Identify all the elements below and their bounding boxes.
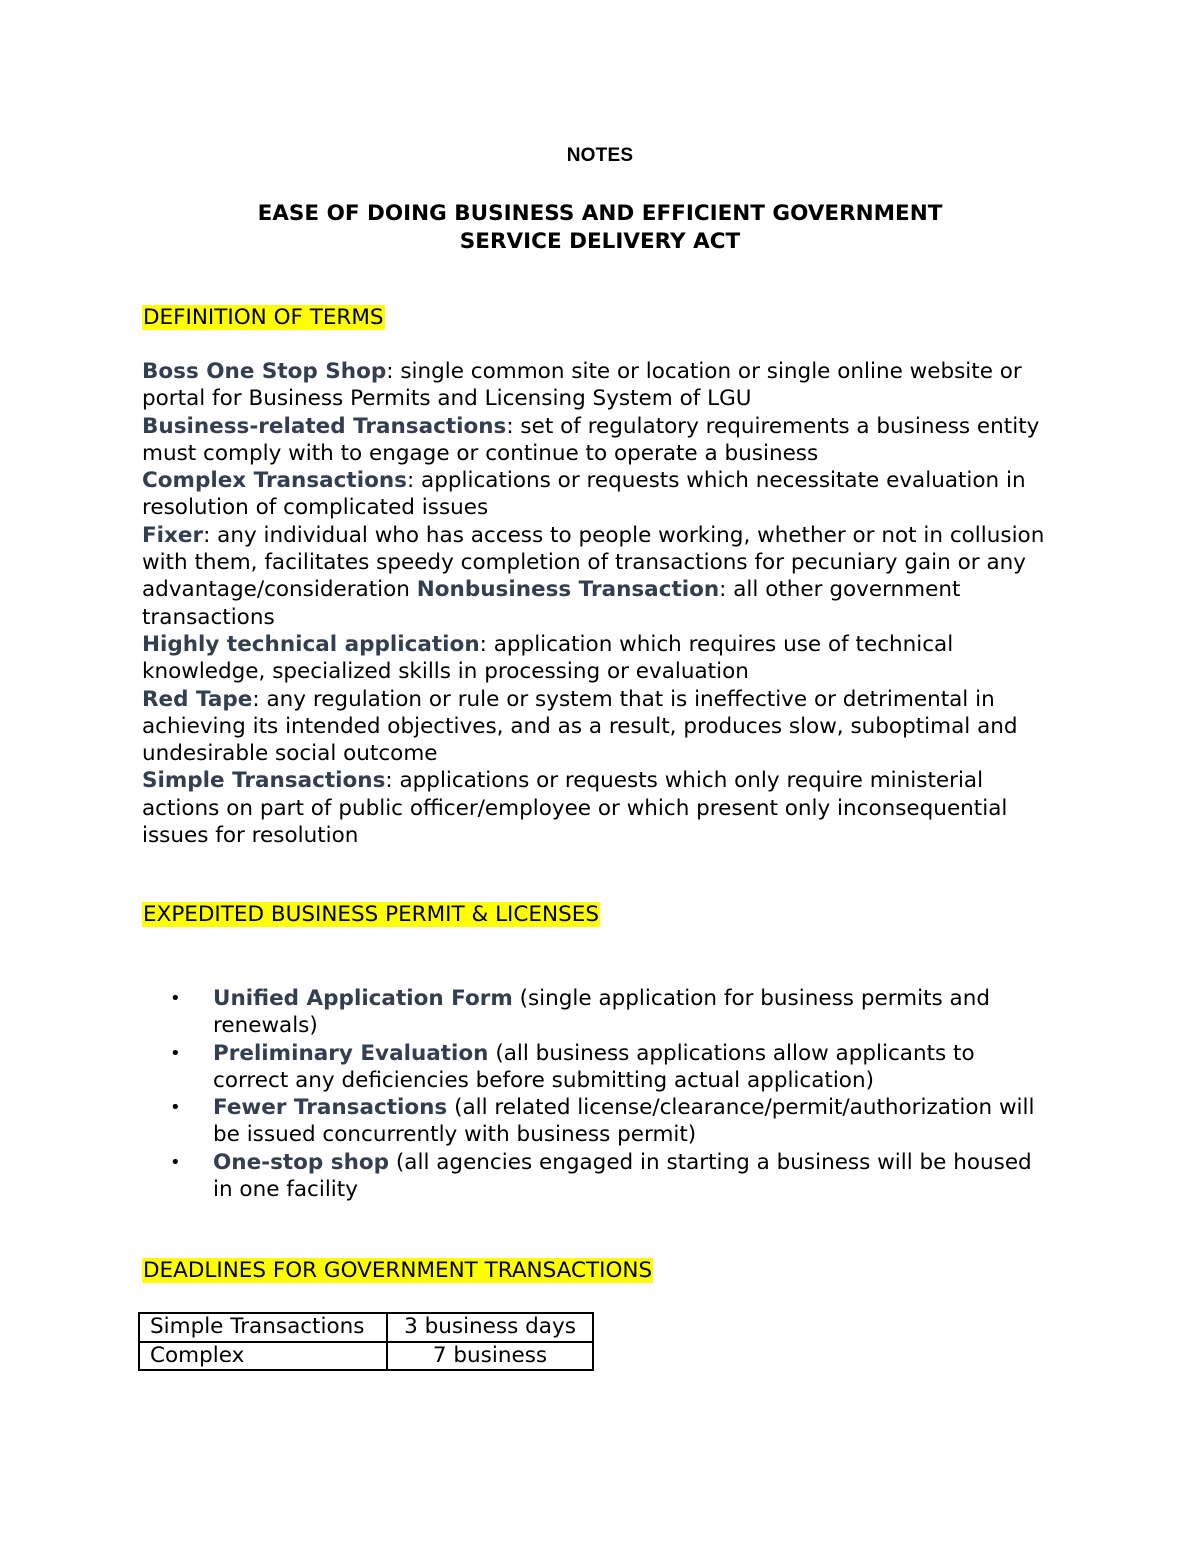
definition-text: : set of regulatory requirements a business entity must comply with to engage or continue to operate a business bbox=[142, 413, 1040, 466]
definitions-heading bbox=[142, 305, 385, 331]
definition-term: Business-related Transactions bbox=[142, 413, 507, 439]
list-item bbox=[170, 1040, 1040, 1095]
definitions-heading-text: DEFINITION OF TERMS bbox=[143, 305, 384, 330]
definition-item bbox=[142, 358, 1062, 413]
deadlines-heading-text: DEADLINES FOR GOVERNMENT TRANSACTIONS bbox=[143, 1258, 653, 1283]
definition-text: : application which requires use of technical knowledge, specialized skills in processing or evaluation bbox=[142, 631, 954, 685]
list-item bbox=[170, 1094, 1040, 1149]
definition-item bbox=[142, 467, 1062, 522]
definition-term: Simple Transactions bbox=[142, 768, 386, 794]
document-title-line-1: EASE OF DOING BUSINESS AND EFFICIENT GOVERNMENT bbox=[257, 201, 943, 226]
definition-item bbox=[142, 413, 1062, 468]
list-item-term: One-stop shop bbox=[213, 1149, 390, 1175]
list-item bbox=[170, 985, 1040, 1040]
table-row bbox=[139, 1342, 593, 1371]
definition-item bbox=[142, 767, 1062, 849]
list-item-term: Fewer Transactions bbox=[213, 1095, 448, 1121]
expedited-heading-text: EXPEDITED BUSINESS PERMIT & LICENSES bbox=[143, 902, 599, 927]
definition-text: : applications or requests which necessitate evaluation in resolution of complicated issues bbox=[142, 468, 1026, 521]
deadlines-heading bbox=[142, 1258, 653, 1284]
definition-term: Boss One Stop Shop bbox=[142, 359, 387, 384]
definition-text: : applications or requests which only require ministerial actions on part of public officer/employee or which present only inconsequential issues for resolution bbox=[142, 768, 1008, 849]
bullet-icon: • bbox=[170, 988, 181, 1009]
definition-text: : any individual who has access to people working, whether or not in collusion with them, facilitates speedy completion of transactions for pecuniary gain or any advantage/consideration bbox=[142, 522, 1045, 603]
list-item bbox=[170, 1149, 1040, 1204]
bullet-icon: • bbox=[170, 1097, 181, 1119]
definition-text: : single common site or location or single online website or portal for Business Permits and Licensing System of LGU bbox=[142, 359, 1022, 412]
definition-term: Highly technical application bbox=[142, 631, 480, 657]
definition-term: Nonbusiness Transaction bbox=[416, 577, 720, 603]
table-cell-days: 7 business bbox=[387, 1342, 593, 1371]
definition-text: : any regulation or rule or system that is ineffective or detrimental in achieving its intended objectives, and as a result, produces slow, suboptimal and undesirable social outcome bbox=[142, 686, 1018, 767]
expedited-heading bbox=[142, 902, 600, 928]
list-item-text: (single application for business permits and renewals) bbox=[213, 986, 990, 1039]
list-item-term: Preliminary Evaluation bbox=[213, 1040, 489, 1066]
document-title bbox=[0, 200, 1200, 256]
table-cell-days: 3 business days bbox=[387, 1313, 593, 1342]
definitions-list bbox=[142, 358, 1062, 849]
definition-term: Complex Transactions bbox=[142, 468, 407, 494]
definition-term: Fixer bbox=[142, 522, 204, 548]
bullet-icon: • bbox=[170, 1151, 181, 1173]
table-cell-type: Complex bbox=[139, 1342, 387, 1371]
deadlines-table bbox=[138, 1312, 594, 1371]
definition-term: Red Tape bbox=[142, 686, 253, 712]
expedited-list bbox=[170, 985, 1040, 1203]
bullet-icon: • bbox=[170, 1042, 181, 1064]
list-item-text: (all related license/clearance/permit/authorization will be issued concurrently with business permit) bbox=[213, 1095, 1035, 1148]
table-cell-type: Simple Transactions bbox=[139, 1313, 387, 1342]
table-row bbox=[139, 1313, 593, 1342]
list-item-text: (all agencies engaged in starting a business will be housed in one facility bbox=[213, 1149, 1032, 1203]
definition-item bbox=[142, 686, 1062, 768]
definition-item bbox=[142, 522, 1062, 631]
definition-text: : all other government transactions bbox=[142, 577, 961, 630]
definition-item bbox=[142, 631, 1062, 686]
list-item-term: Unified Application Form bbox=[213, 986, 513, 1011]
notes-label: NOTES bbox=[566, 145, 634, 166]
document-title-line-2: SERVICE DELIVERY ACT bbox=[459, 229, 741, 254]
list-item-text: (all business applications allow applicants to correct any deficiencies before submitting actual application) bbox=[213, 1040, 975, 1093]
